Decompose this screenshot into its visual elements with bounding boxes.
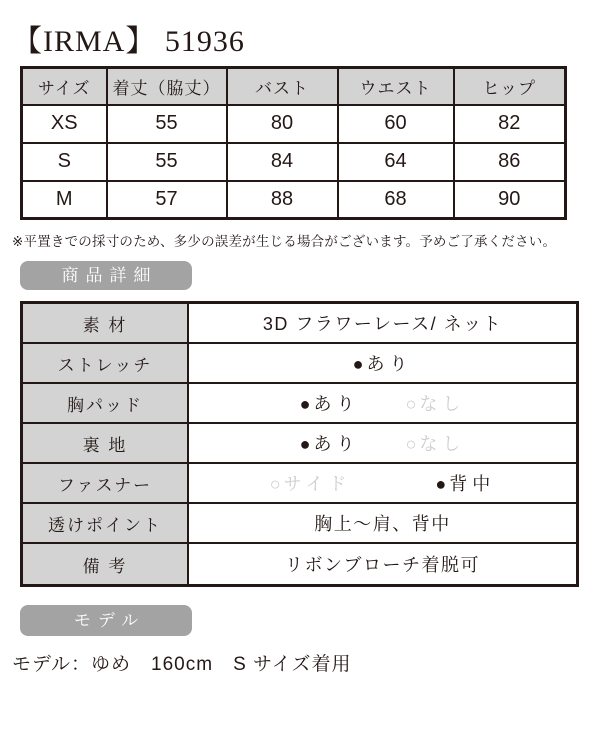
detail-options — [189, 384, 576, 422]
detail-label: ストレッチ — [23, 344, 189, 382]
filled-circle-icon: ● — [299, 394, 311, 414]
size-cell-name: M — [22, 181, 107, 219]
size-table-header-row — [22, 68, 566, 105]
size-col-header-size: サイズ — [22, 68, 107, 105]
size-cell-value: 68 — [338, 181, 454, 219]
detail-label: ファスナー — [23, 464, 189, 502]
filled-circle-icon: ● — [299, 434, 311, 454]
size-cell-value: 64 — [338, 143, 454, 181]
detail-row-stretch — [23, 344, 576, 384]
size-cell-value: 84 — [227, 143, 338, 181]
detail-row-lining — [23, 424, 576, 464]
empty-circle-icon: ○ — [269, 474, 281, 494]
option-label: あり — [366, 354, 413, 374]
option-label: あり — [313, 394, 360, 414]
size-cell-value: 60 — [338, 105, 454, 143]
size-row-s — [22, 143, 566, 181]
detail-row-chest-pad — [23, 384, 576, 424]
option-ari — [300, 390, 360, 416]
size-cell-value: 55 — [107, 143, 227, 181]
detail-options — [189, 464, 576, 502]
size-col-header-bust: バスト — [227, 68, 338, 105]
option-label: なし — [419, 434, 466, 454]
option-nashi — [406, 430, 466, 456]
detail-value: 3D フラワーレース/ ネット — [189, 304, 576, 342]
size-col-header-hip: ヒップ — [454, 68, 566, 105]
size-cell-name: S — [22, 143, 107, 181]
model-description: モデル：ゆめ 160cm S サイズ着用 — [12, 654, 352, 675]
size-cell-value: 86 — [454, 143, 566, 181]
option-label: あり — [313, 434, 360, 454]
option-side — [270, 470, 352, 496]
size-cell-value: 90 — [454, 181, 566, 219]
detail-value: 胸上〜肩、背中 — [189, 504, 576, 542]
size-cell-value: 82 — [454, 105, 566, 143]
measurement-note: ※平置きでの採寸のため、多少の誤差が生じる場合がございます。予めご了承ください。 — [12, 234, 557, 249]
size-cell-value: 57 — [107, 181, 227, 219]
option-label: サイド — [283, 474, 352, 494]
detail-options — [189, 424, 576, 462]
filled-circle-icon: ● — [352, 354, 364, 374]
size-cell-name: XS — [22, 105, 107, 143]
option-label: 背中 — [449, 474, 496, 494]
filled-circle-icon: ● — [435, 474, 447, 494]
detail-options — [189, 344, 576, 382]
detail-label: 素 材 — [23, 304, 189, 342]
empty-circle-icon: ○ — [405, 394, 417, 414]
detail-row-sheer-point — [23, 504, 576, 544]
page-title: 【IRMA】 51936 — [12, 25, 245, 58]
product-detail-table — [20, 301, 579, 587]
size-col-header-waist: ウエスト — [338, 68, 454, 105]
empty-circle-icon: ○ — [405, 434, 417, 454]
detail-label: 胸パッド — [23, 384, 189, 422]
detail-row-material — [23, 304, 576, 344]
detail-label: 透けポイント — [23, 504, 189, 542]
option-back — [435, 470, 495, 496]
section-badge-product-details: 商品詳細 — [20, 261, 192, 290]
option-label: なし — [419, 394, 466, 414]
size-col-header-length: 着丈（脇丈） — [107, 68, 227, 105]
size-cell-value: 55 — [107, 105, 227, 143]
detail-label: 備 考 — [23, 544, 189, 584]
size-row-m — [22, 181, 566, 219]
size-cell-value: 80 — [227, 105, 338, 143]
option-ari — [353, 350, 413, 376]
option-nashi — [406, 390, 466, 416]
detail-value: リボンブローチ着脱可 — [189, 544, 576, 584]
detail-label: 裏 地 — [23, 424, 189, 462]
size-table — [20, 66, 567, 220]
option-ari — [300, 430, 360, 456]
detail-row-fastener — [23, 464, 576, 504]
size-cell-value: 88 — [227, 181, 338, 219]
detail-row-remarks — [23, 544, 576, 584]
size-row-xs — [22, 105, 566, 143]
section-badge-model: モデル — [20, 605, 192, 636]
